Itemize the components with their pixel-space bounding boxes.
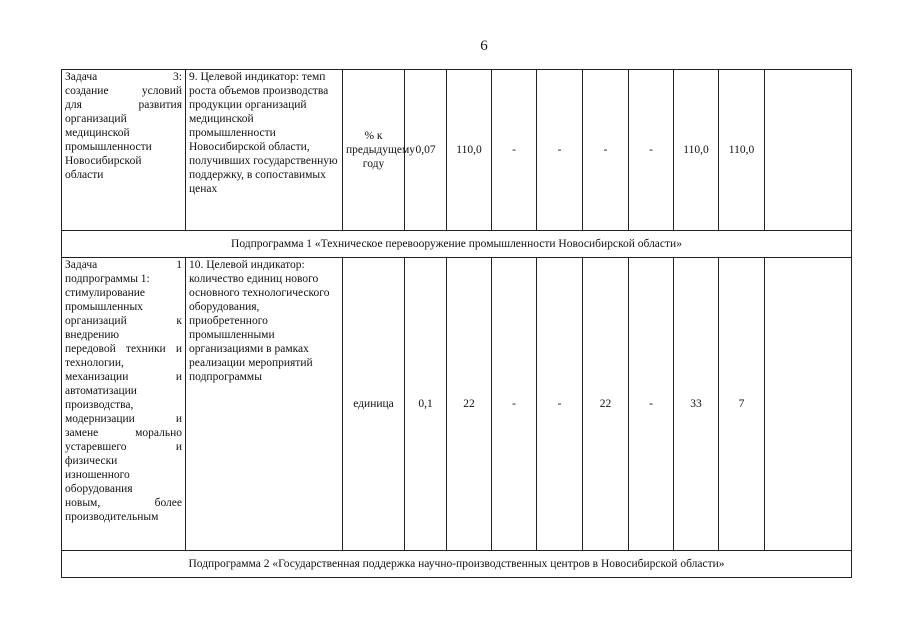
task-line: новым, более — [65, 497, 182, 509]
value-cell — [765, 70, 852, 231]
value-cell — [765, 258, 852, 551]
task-cell — [62, 70, 186, 231]
task-line: производства, — [65, 399, 134, 411]
value-cell: 22 — [447, 258, 492, 551]
task-line: передовой техники и — [65, 343, 182, 355]
task-line: механизации и — [65, 371, 182, 383]
task-line: для развития — [65, 99, 182, 111]
task-line: технологии, — [65, 357, 124, 369]
task-line: физически — [65, 455, 118, 467]
subprogram-title: Подпрограмма 2 «Государственная поддержка научно-производственных центров в Новосибирской области» — [62, 551, 852, 578]
task-line: Задача 1 — [65, 259, 182, 271]
value-cell: 0,1 — [405, 258, 447, 551]
subprogram-title: Подпрограмма 1 «Техническое перевооружение промышленности Новосибирской области» — [62, 231, 852, 258]
indicator-cell: 10. Целевой индикатор: количество единиц нового основного технологического оборудования, приобретенного промышленными организациями в рамках реализации мероприятий подпрограммы — [186, 258, 343, 551]
task-line: изношенного — [65, 469, 130, 481]
value-cell: 22 — [583, 258, 629, 551]
task-line: создание условий — [65, 85, 182, 97]
table-row — [62, 70, 852, 231]
value-cell: 0,07 — [405, 70, 447, 231]
task-line: организаций к — [65, 315, 182, 327]
task-line: подпрограммы 1: — [65, 273, 150, 285]
value-cell: - — [537, 258, 583, 551]
value-cell: 110,0 — [719, 70, 765, 231]
task-cell — [62, 258, 186, 551]
page-number: 6 — [480, 38, 488, 54]
task-line: модернизации и — [65, 413, 182, 425]
task-line: внедрению — [65, 329, 120, 341]
value-cell: - — [492, 70, 537, 231]
task-line: промышленных — [65, 301, 143, 313]
task-line: автоматизации — [65, 385, 137, 397]
task-line: замене морально — [65, 427, 182, 439]
unit-cell: % к предыдущему году — [343, 70, 405, 231]
value-cell: - — [492, 258, 537, 551]
indicator-cell: 9. Целевой индикатор: темп роста объемов производства продукции организаций медицинской промышленности Новосибирской области, получивших государственную поддержку, в сопоставимых ценах — [186, 70, 343, 231]
value-cell: 7 — [719, 258, 765, 551]
task-line: медицинской — [65, 127, 130, 139]
task-line: оборудования — [65, 483, 133, 495]
value-cell: - — [583, 70, 629, 231]
task-line: области — [65, 169, 104, 181]
value-cell: - — [537, 70, 583, 231]
unit-cell: единица — [343, 258, 405, 551]
subprogram-row — [62, 551, 852, 578]
task-line: организаций — [65, 113, 127, 125]
task-line: промышленности — [65, 141, 152, 153]
value-cell: 110,0 — [674, 70, 719, 231]
table-row — [62, 258, 852, 551]
task-line: производительным — [65, 511, 159, 523]
task-line: Задача 3: — [65, 71, 182, 83]
task-line: Новосибирской — [65, 155, 142, 167]
subprogram-row — [62, 231, 852, 258]
value-cell: 110,0 — [447, 70, 492, 231]
value-cell: - — [629, 70, 674, 231]
indicators-table — [61, 69, 852, 578]
task-line: устаревшего и — [65, 441, 182, 453]
value-cell: - — [629, 258, 674, 551]
value-cell: 33 — [674, 258, 719, 551]
task-line: стимулирование — [65, 287, 145, 299]
